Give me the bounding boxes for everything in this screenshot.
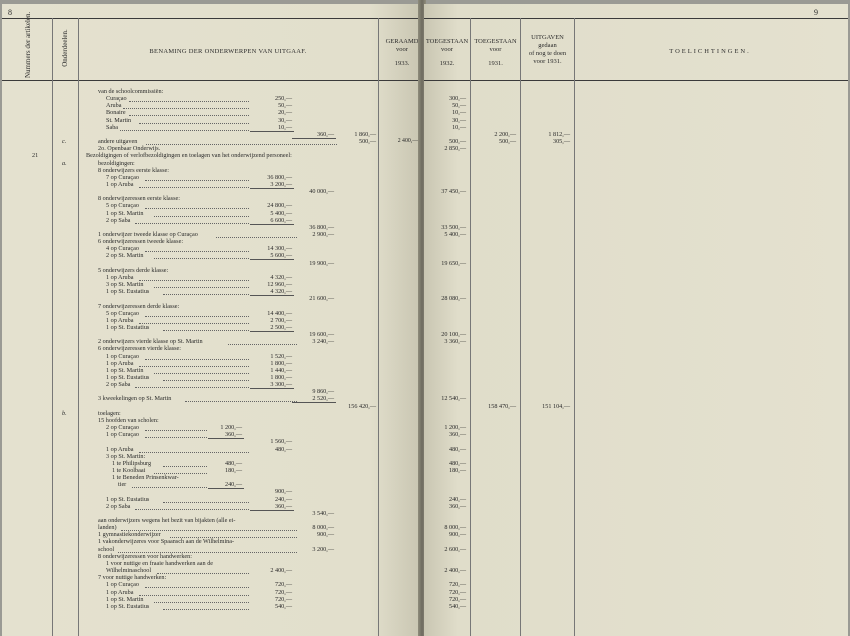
amount-c2: 2 520,— [312,395,334,403]
amount-c1: 250,— [274,95,292,103]
item-label: school [98,545,115,553]
sum-underline [250,388,294,389]
amount-1932: 50,— [452,102,466,110]
amount-c1: 4 320,— [270,273,292,281]
amount-1932: 8 000,— [444,524,466,532]
sum-underline [250,510,294,511]
leader-dots [163,501,249,503]
item-label: 1 gymnastiekonderwijzer [98,531,161,539]
amount-1932: 900,— [448,531,466,539]
leader-dots [139,186,250,188]
amount-c1: 24 800,— [267,202,292,210]
amount-1932: 19 650,— [441,259,466,267]
rule-header-bottom [2,80,420,81]
rule-col-r2 [520,18,521,636]
amount-1932: 10,— [452,123,466,131]
item-label: Saba [106,123,119,131]
amount-c1: 1 520,— [270,352,292,360]
amount-1932: 500,— [448,138,466,146]
item-label: 6 onderwijzeressen tweede klasse: [98,238,184,246]
item-label: 3 op St. Martin: [106,452,146,460]
item-label: 8 onderwijzeressen eerste klasse: [98,195,180,203]
item-label: 1 voor nuttige en fraaie handwerken aan de [106,559,214,567]
item-label: 8 onderwijzers eerste klasse: [98,166,169,174]
sum-underline [250,295,294,296]
item-label: 1 te Koolbaai [112,466,146,474]
item-label: 2 onderwijzers vierde klasse op St. Martin [98,338,203,346]
item-label: 1 op Aruba [106,316,134,324]
amount-c2: 9 860,— [312,388,334,396]
leader-dots [145,315,249,317]
amount-c1: 4 320,— [270,288,292,296]
leader-dots [132,486,207,488]
amount-c1: 36 800,— [267,173,292,181]
amount-1932: 12 540,— [441,395,466,403]
amount-c0: 360,— [224,431,242,439]
item-label: 2o. Openbaar Onderwijs. [98,145,161,153]
item-label: Bonaire [106,109,126,117]
sum-underline [208,438,244,439]
amount-1932: 10,— [452,109,466,117]
item-label: landen) [98,524,117,532]
amount-1932: 300,— [448,95,466,103]
header-onderdeelen: Onderdeelen. [61,29,69,67]
amount-c1: 20,— [278,109,292,117]
header-benaming: BENAMING DER ONDERWERPEN VAN UITGAAF. [149,48,307,55]
sum-underline [208,488,244,489]
leader-dots [139,451,250,453]
item-label: 1 op St. Eustatius [106,495,150,503]
amount-c1: 900,— [274,488,292,496]
amount-c1: 720,— [274,595,292,603]
amount-c1: 2 500,— [270,323,292,331]
item-label: 7 onderwijzeressen derde klasse: [98,302,180,310]
amount-c1: 2 400,— [270,567,292,575]
amount-c1: 14 400,— [267,309,292,317]
item-label: van de schoolcommissiën: [98,88,164,95]
amount-c1: 720,— [274,588,292,596]
item-label: 2 op Curaçao [106,424,139,432]
item-label: 2 op Saba [106,381,131,389]
leader-dots [129,100,249,102]
amount-1932: 28 080,— [441,295,466,303]
item-label: 8 onderwijzeressen voor handwerken: [98,552,192,560]
amount-c1: 1 800,— [270,374,292,381]
item-label: 3 kweekelingen op St. Martin [98,395,172,403]
rule-col1 [52,18,53,636]
amount-1931: 2 200,— [494,130,516,138]
subsection-label: a. [62,159,67,167]
amount-1932: 33 500,— [441,223,466,231]
amount-1932: 480,— [448,459,466,467]
leader-dots [135,386,249,388]
leader-dots [135,508,249,510]
item-label: 1 te Philipsburg [112,459,152,467]
item-label: 6 onderwijzeressen vierde klasse: [98,345,181,353]
amount-1932: 720,— [448,595,466,603]
rule-col-r1 [470,18,471,636]
amount-1932: 2 400,— [444,567,466,575]
leader-dots [145,358,249,360]
header-uitgaven: UITGAVEN gedaan of nog te doen voor 1931. [528,34,567,65]
amount-c2: 19 600,— [309,331,334,339]
item-label: 1 op St. Martin [106,209,144,217]
amount-c3: 156 420,— [348,402,376,410]
amount-c1: 50,— [278,102,292,110]
amount-c1: 1 800,— [270,359,292,367]
leader-dots [139,122,250,124]
header-toegestaan-1932: TOEGESTAAN voor 1932. [425,38,469,67]
item-label: tier [118,481,127,489]
amount-c1: 10,— [278,123,292,131]
leader-dots [145,207,249,209]
subsection-label: c. [62,138,67,146]
leader-dots [163,379,249,381]
item-label: 5 op Curaçao [106,202,139,210]
left-page [2,4,420,636]
leader-dots [139,594,250,596]
rule-top-right [424,18,848,19]
item-label: 1 op Aruba [106,273,134,281]
item-label: 1 op Aruba [106,180,134,188]
item-label: 7 voor nuttige handwerken: [98,574,167,582]
amount-c2: 8 000,— [312,524,334,532]
amount-c1: 360,— [274,502,292,510]
item-label: 1 op St. Eustatius [106,602,150,610]
item-label: 15 hoofden van scholen: [98,416,159,424]
rule-header-bottom-right [424,80,848,81]
item-label: toelagen: [98,409,121,417]
item-label: 1 onderwijzer tweede klasse op Curaçao [98,231,198,238]
header-toegestaan-1931: TOEGESTAAN voor 1931. [474,38,517,67]
item-label: 5 onderwijzers derde klasse: [98,266,169,274]
amount-1931: 158 470,— [488,402,516,410]
leader-dots [145,586,249,588]
leader-dots [139,365,250,367]
amount-1932: 5 400,— [444,231,466,238]
leader-dots [163,329,249,331]
item-label: 2 op Saba [106,216,131,224]
amount-1932: 2 600,— [444,545,466,553]
item-label: 1 op Curaçao [106,431,139,439]
header-toelichtingen: TOELICHTINGEN. [669,48,751,55]
leader-dots [154,215,249,217]
page-number-left: 8 [8,8,12,17]
leader-dots [228,343,297,345]
item-label: 1 vakonderwijzeres voor Spaansch aan de Wilhelmina- [98,538,235,546]
amount-1932: 720,— [448,588,466,596]
item-label: 1 op Curaçao [106,581,139,589]
item-label: 2 op Saba [106,502,131,510]
subsection-label: b. [62,409,67,417]
amount-g: 500,— [358,138,376,146]
amount-uitgaven: 305,— [552,138,570,146]
amount-1932: 30,— [452,116,466,124]
amount-1932: 360,— [448,431,466,439]
leader-dots [135,222,249,224]
item-label: 1 op St. Eustatius [106,374,150,381]
amount-c2: 19 900,— [309,259,334,267]
amount-c2: 36 800,— [309,223,334,231]
amount-1932: 37 450,— [441,188,466,196]
item-label: 3 op St. Martin [106,281,144,289]
leader-dots [120,129,249,131]
item-label: 5 op Curaçao [106,309,139,317]
amount-c1: 14 300,— [267,245,292,253]
leader-dots [154,257,249,259]
amount-c2: 21 600,— [309,295,334,303]
rule-col-r3 [574,18,575,636]
amount-c2: 360,— [316,130,334,138]
leader-dots [129,114,249,116]
leader-dots [154,372,249,374]
amount-c1: 12 960,— [267,281,292,289]
leader-dots [216,236,297,238]
header-nummers: Nummers der artikelen. [24,11,32,78]
sum-underline [250,188,294,189]
amount-c1: 540,— [274,602,292,610]
leader-dots [145,179,249,181]
header-geraamd: GERAAMD voor 1933. [385,38,419,67]
amount-c1: 720,— [274,581,292,589]
amount-1932: 1 200,— [444,424,466,432]
amount-c1: 480,— [274,445,292,453]
item-label: 1 op St. Eustatius [106,323,150,331]
leader-dots [139,279,250,281]
amount-c2: 3 540,— [312,509,334,517]
amount-c1: 3 300,— [270,381,292,389]
amount-1932: 20 100,— [441,331,466,339]
item-label: 1 op Curaçao [106,352,139,360]
item-label: andere uitgaven [98,138,138,146]
leader-dots [163,608,249,610]
sum-underline [292,138,336,139]
amount-c2: 2 900,— [312,231,334,238]
item-label: 1 op St. Martin [106,595,144,603]
sum-underline [250,259,294,260]
amount-1932: 480,— [448,445,466,453]
right-page [424,4,848,636]
item-label: Curaçao [106,95,127,103]
sum-underline [292,402,336,403]
amount-c0: 1 200,— [220,424,242,432]
amount-c1: 6 600,— [270,216,292,224]
item-label: 1 op Aruba [106,359,134,367]
amount-c2: 40 000,— [309,188,334,196]
leader-dots [154,286,249,288]
item-label: Wilhelminaschool [106,567,152,575]
item-label: 4 op Curaçao [106,245,139,253]
amount-1932: 180,— [448,466,466,474]
leader-dots [139,322,250,324]
amount-uitgaven: 1 812,— [548,130,570,138]
article-number: 21 [32,152,39,160]
amount-c1: 240,— [274,495,292,503]
amount-c3: 1 860,— [354,130,376,138]
amount-c1: 2 700,— [270,316,292,324]
leader-dots [163,293,249,295]
rule-col2 [78,18,79,636]
leader-dots [157,572,249,574]
sum-underline [250,331,294,332]
amount-uitgaven: 151 104,— [542,402,570,410]
item-label: 1 op St. Eustatius [106,288,150,296]
amount-c1: 3 200,— [270,180,292,188]
amount-1932: 240,— [448,495,466,503]
amount-c1: 5 400,— [270,209,292,217]
amount-c2: 3 240,— [312,338,334,346]
item-label: Bezoldigingen of verlofbezoldigingen en toelagen van het onderwijzend personeel: [86,152,292,160]
amount-c2: 3 200,— [312,545,334,553]
amount-c0: 180,— [224,466,242,474]
amount-c1: 1 440,— [270,366,292,374]
rule-col3 [378,18,379,636]
leader-dots [185,400,297,402]
item-label: aan onderwijzers wegens het bezit van bijakten (alle ei- [98,517,236,524]
amount-c1: 5 600,— [270,252,292,260]
amount-1932: 540,— [448,602,466,610]
amount-c2: 900,— [316,531,334,539]
item-label: 7 op Curaçao [106,173,139,181]
page-number-right: 9 [814,8,818,17]
item-label: 1 te Beneden Prinsenkwar- [112,474,179,482]
amount-1932: 2 850,— [444,145,466,153]
amount-1932: 360,— [448,502,466,510]
item-label: 1 op St. Martin [106,366,144,374]
item-label: 1 op Aruba [106,445,134,453]
amount-c0: 240,— [224,481,242,489]
leader-dots [145,250,249,252]
amount-1931: 500,— [498,138,516,146]
leader-dots [146,143,337,145]
amount-1932: 3 360,— [444,338,466,346]
sum-underline [250,131,294,132]
sum-underline [250,224,294,225]
item-label: St. Martin [106,116,132,124]
amount-geraamd-total: 2 400,— [397,138,418,145]
amount-c1: 30,— [278,116,292,124]
leader-dots [154,601,249,603]
item-label: Aruba [106,102,122,110]
item-label: 2 op St. Martin [106,252,144,260]
amount-c1: 1 560,— [270,438,292,446]
leader-dots [123,107,249,109]
amount-c0: 480,— [224,459,242,467]
amount-1932: 720,— [448,581,466,589]
item-label: 1 op Aruba [106,588,134,596]
item-label: bezoldigingen: [98,159,135,167]
